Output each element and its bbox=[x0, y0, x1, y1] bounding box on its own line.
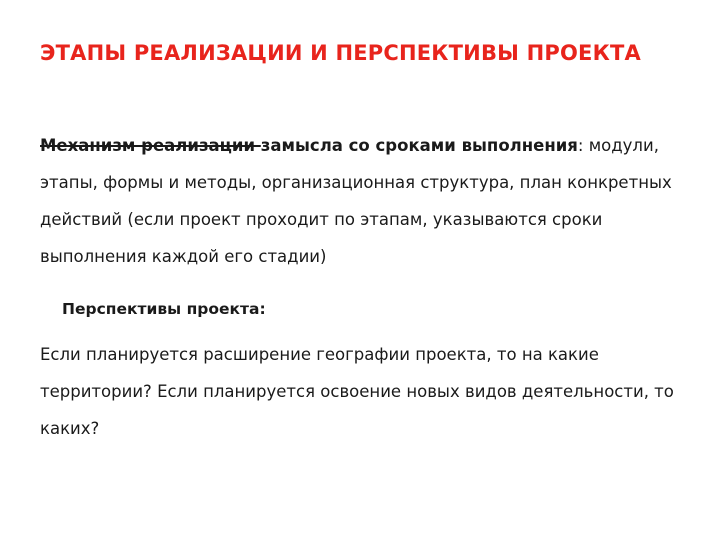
mechanism-bold-text: замысла со сроками выполнения bbox=[260, 136, 578, 155]
struck-text: Механизм реализации bbox=[40, 136, 261, 155]
mechanism-paragraph bbox=[40, 127, 690, 275]
slide-title: ЭТАПЫ РЕАЛИЗАЦИИ И ПЕРСПЕКТИВЫ ПРОЕКТА bbox=[40, 41, 641, 65]
mechanism-rest-text: : модули, этапы, формы и методы, организационная структура, план конкретных действий (если проект проходит по этапам, указываются сроки выполнения каждой его стадии) bbox=[40, 136, 672, 266]
perspectives-heading: Перспективы проекта: bbox=[62, 300, 266, 318]
perspectives-paragraph: Если планируется расширение географии проекта, то на какие территории? Если планируется освоение новых видов деятельности, то каких? bbox=[40, 345, 674, 438]
